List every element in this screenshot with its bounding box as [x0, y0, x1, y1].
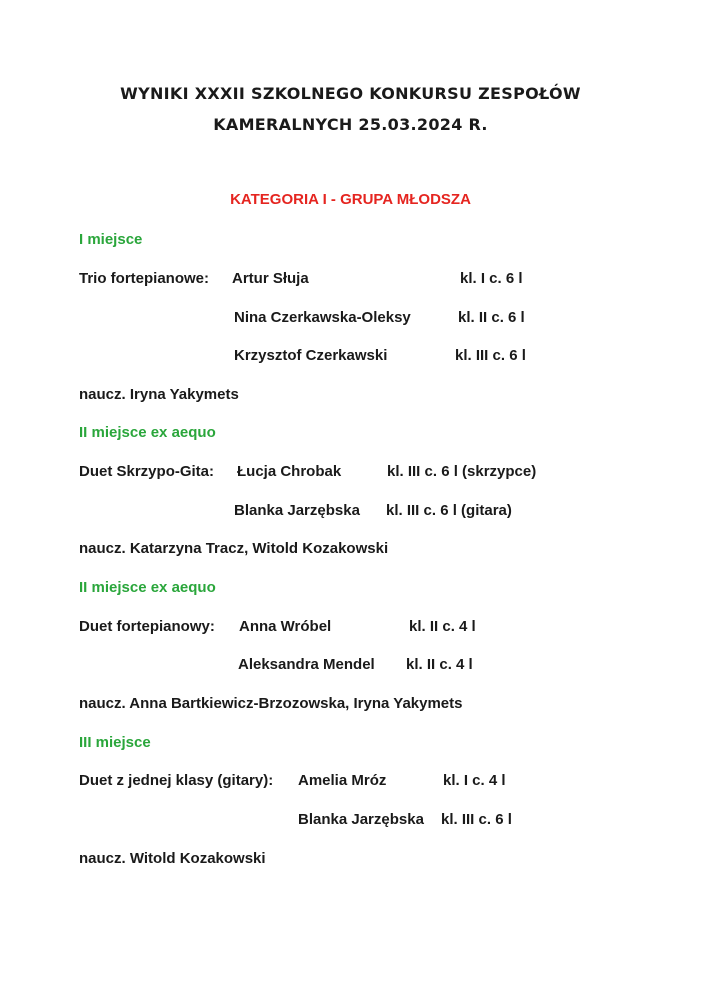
ensemble-name-3: Duet fortepianowy:	[79, 618, 215, 635]
place-heading-2: II miejsce ex aequo	[79, 424, 216, 441]
member-name: Blanka Jarzębska	[298, 811, 424, 828]
member-name: Aleksandra Mendel	[238, 656, 375, 673]
teacher-line-4: naucz. Witold Kozakowski	[79, 850, 266, 867]
member-class: kl. III c. 6 l (skrzypce)	[387, 463, 537, 480]
member-name: Anna Wróbel	[239, 618, 332, 635]
ensemble-name-2: Duet Skrzypo-Gita:	[79, 463, 215, 480]
member-name: Łucja Chrobak	[237, 463, 342, 480]
member-class: kl. II c. 4 l	[409, 618, 476, 635]
member-class: kl. III c. 6 l	[455, 347, 526, 364]
place-heading-1: I miejsce	[79, 231, 143, 248]
document-title-line2: KAMERALNYCH 25.03.2024 R.	[213, 115, 488, 134]
member-class: kl. I c. 6 l	[460, 270, 523, 287]
ensemble-name-1: Trio fortepianowe:	[79, 270, 210, 287]
ensemble-name-4: Duet z jednej klasy (gitary):	[79, 772, 274, 789]
member-class: kl. III c. 6 l	[441, 811, 512, 828]
member-class: kl. II c. 4 l	[406, 656, 473, 673]
member-class: kl. II c. 6 l	[458, 309, 525, 326]
teacher-line-3: naucz. Anna Bartkiewicz-Brzozowska, Iryna Yakymets	[79, 695, 463, 712]
member-name: Amelia Mróz	[298, 772, 387, 789]
teacher-line-2: naucz. Katarzyna Tracz, Witold Kozakowski	[79, 540, 389, 557]
category-heading: KATEGORIA I - GRUPA MŁODSZA	[230, 191, 471, 208]
member-name: Blanka Jarzębska	[234, 502, 360, 519]
member-class: kl. I c. 4 l	[443, 772, 506, 789]
member-class: kl. III c. 6 l (gitara)	[386, 502, 512, 519]
document-title-line1: WYNIKI XXXII SZKOLNEGO KONKURSU ZESPOŁÓW	[120, 84, 581, 103]
member-name: Artur Słuja	[232, 270, 309, 287]
place-heading-4: III miejsce	[79, 734, 151, 751]
place-heading-3: II miejsce ex aequo	[79, 579, 216, 596]
member-name: Krzysztof Czerkawski	[234, 347, 388, 364]
member-name: Nina Czerkawska-Oleksy	[234, 309, 411, 326]
teacher-line-1: naucz. Iryna Yakymets	[79, 386, 239, 403]
